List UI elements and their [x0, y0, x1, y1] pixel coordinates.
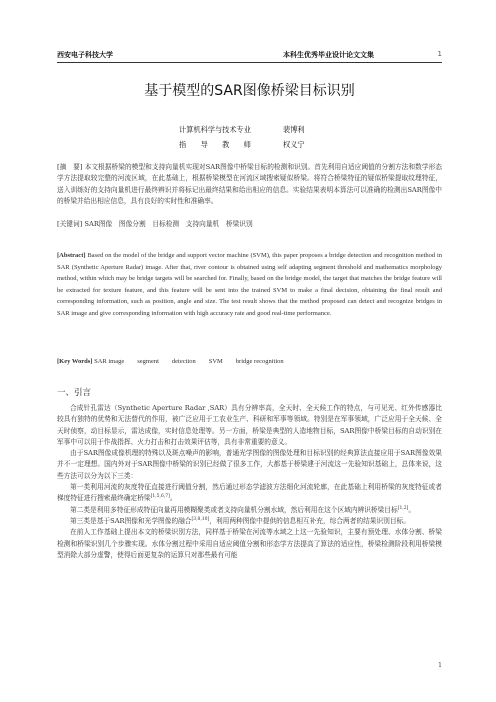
header-university: 西安电子科技大学	[57, 51, 113, 59]
keywords-cn	[57, 219, 442, 230]
intro-paragraph-1: 合成针孔雷达（Synthetic Aperture Radar ,SAR）具有分辨率高，全天时、全天候工作的特点，与可见光、红外传感器比较具有独特的优势和无法替代的作用，被广泛应用于工农业生产、科研和军事等领域。特别是在军事领域，广泛应用于全天候、全天时侦察，动目标显示，雷达成像，实时信息处理等。另一方面，桥梁是典型的人造地物目标，SAR图像中桥梁目标的自动识别在军事中可以用于作战指挥、火力打击和打击效果评估等，具有非常重要的意义。	[57, 404, 442, 446]
citation: [1,2]	[397, 505, 409, 511]
header-rule	[57, 62, 442, 63]
keywords-en-label: [Key Words]	[57, 358, 93, 365]
abstract-cn-text: 本文根据桥梁的模型和支持向量机实现对SAR图像中桥梁目标的检测和识别。首先利用自适应阈值的分割方法和数学形态学方法提取较完整的河流区域，在此基础上，根据桥梁模型在河流区域搜索疑似桥梁。将符合桥梁特征的疑似桥梁提取纹理特征，送入训练好的支持向量机进行最终辨识并将标记出最终结果和给出相应的信息。实验结果表明本算法可以准确的检测出SAR图像中的桥梁并给出相应信息，具有良好的实时性和准确率。	[57, 163, 442, 205]
keywords-en	[57, 356, 442, 367]
citation: [1,5,6,7]	[150, 494, 170, 500]
advisor-label: 指 导 教 师	[179, 140, 251, 149]
header-page-number: 1	[437, 50, 442, 58]
author-line-advisor	[179, 140, 305, 150]
intro-paragraph-2: 由于SAR图像成像机理的特殊以及斑点噪声的影响，普通光学图像的图像处理和目标识别的经典算法直接应用于SAR图像效果并不一定理想。国内外对于SAR图像中桥梁的识别已经做了很多工作，大都基于桥梁建于河流这一先验知识基础上，总体来说，这些方法可以分为以下三类：	[57, 449, 442, 480]
intro-p4-end: 。	[408, 505, 416, 514]
abstract-en	[57, 250, 442, 320]
abstract-cn	[57, 162, 442, 207]
intro-p3-end: 。	[169, 494, 177, 503]
footer-page-number: 1	[438, 662, 442, 669]
intro-paragraph-5	[57, 516, 442, 527]
advisor-name: 权义宁	[283, 140, 305, 149]
author-name: 裴博利	[283, 125, 305, 134]
header-collection: 本科生优秀毕业设计论文文集	[283, 51, 374, 59]
keywords-en-text: SAR image segment detection SVM bridge recognition	[94, 358, 284, 365]
intro-p5-end: ，利用两种图像中提供的信息相互补充，综合两者的结果识别目标。	[209, 516, 410, 525]
intro-paragraph-6: 在前人工作基础上提出本文的桥梁识别方法，同样基于桥梁在河流等水域之上这一先验知识，主要有预处理、水体分割、桥梁检测和桥梁识别几个步骤实现。水体分割过程中采用自适应阈值分割和形态学方法提高了算法的适应性，桥梁检测阶段利用桥梁模型消除大部分虚警，使得后面更复杂的运算只对那些最有可能	[57, 528, 442, 559]
citation: [3,8,10]	[191, 516, 210, 522]
abstract-en-label: [Abstract]	[57, 252, 86, 259]
author-line-major	[179, 125, 305, 135]
intro-p4-text: 第二类是利用多特征形成特征向量再用模糊聚类或者支持向量机分割水域，然后利用在这个区域内辨识桥梁目标	[70, 505, 398, 514]
paper-title: 基于模型的SAR图像桥梁目标识别	[144, 83, 355, 99]
intro-body	[57, 403, 442, 561]
abstract-en-text: Based on the model of the bridge and support vector machine (SVM), this paper proposes a bridge detection and recognition method in SAR (Synthetic Aperture Radar) image. After that, river contour is obtained using self adapting segment threshold and mathematics morphology method, within which may be bridge targets will be searched for. Finally, based on the bridge model, the target that matches the bridge feature will be extracted for texture feature, and this feature will be sent into the trained SVM to make a final decision, obtaining the final result and corresponding information, such as position, angle and size. The test result shows that the method proposed can detect and recognize bridges in SAR image and give corresponding information with high accuracy rate and good real-time performance.	[57, 252, 443, 317]
keywords-cn-label: [关键词]	[57, 220, 83, 228]
intro-p3-text: 第一类利用河流的灰度特征直接进行阈值分割，然后通过形态学滤波方法细化河流轮廓，在此基础上利用桥梁的灰度特征或者梯度特征进行搜索最终确定桥梁	[57, 483, 442, 503]
abstract-cn-label: [摘 要]	[57, 163, 83, 171]
intro-p5-text: 第三类是基于SAR图像和光学图像的融合	[70, 516, 192, 525]
section-heading: 一、引言	[57, 388, 92, 398]
intro-paragraph-3	[57, 482, 442, 505]
keywords-cn-text: SAR图像 图像分割 目标检测 支持向量机 桥梁识别	[84, 220, 253, 228]
author-major: 计算机科学与技术专业	[179, 125, 251, 134]
intro-paragraph-4	[57, 505, 442, 516]
